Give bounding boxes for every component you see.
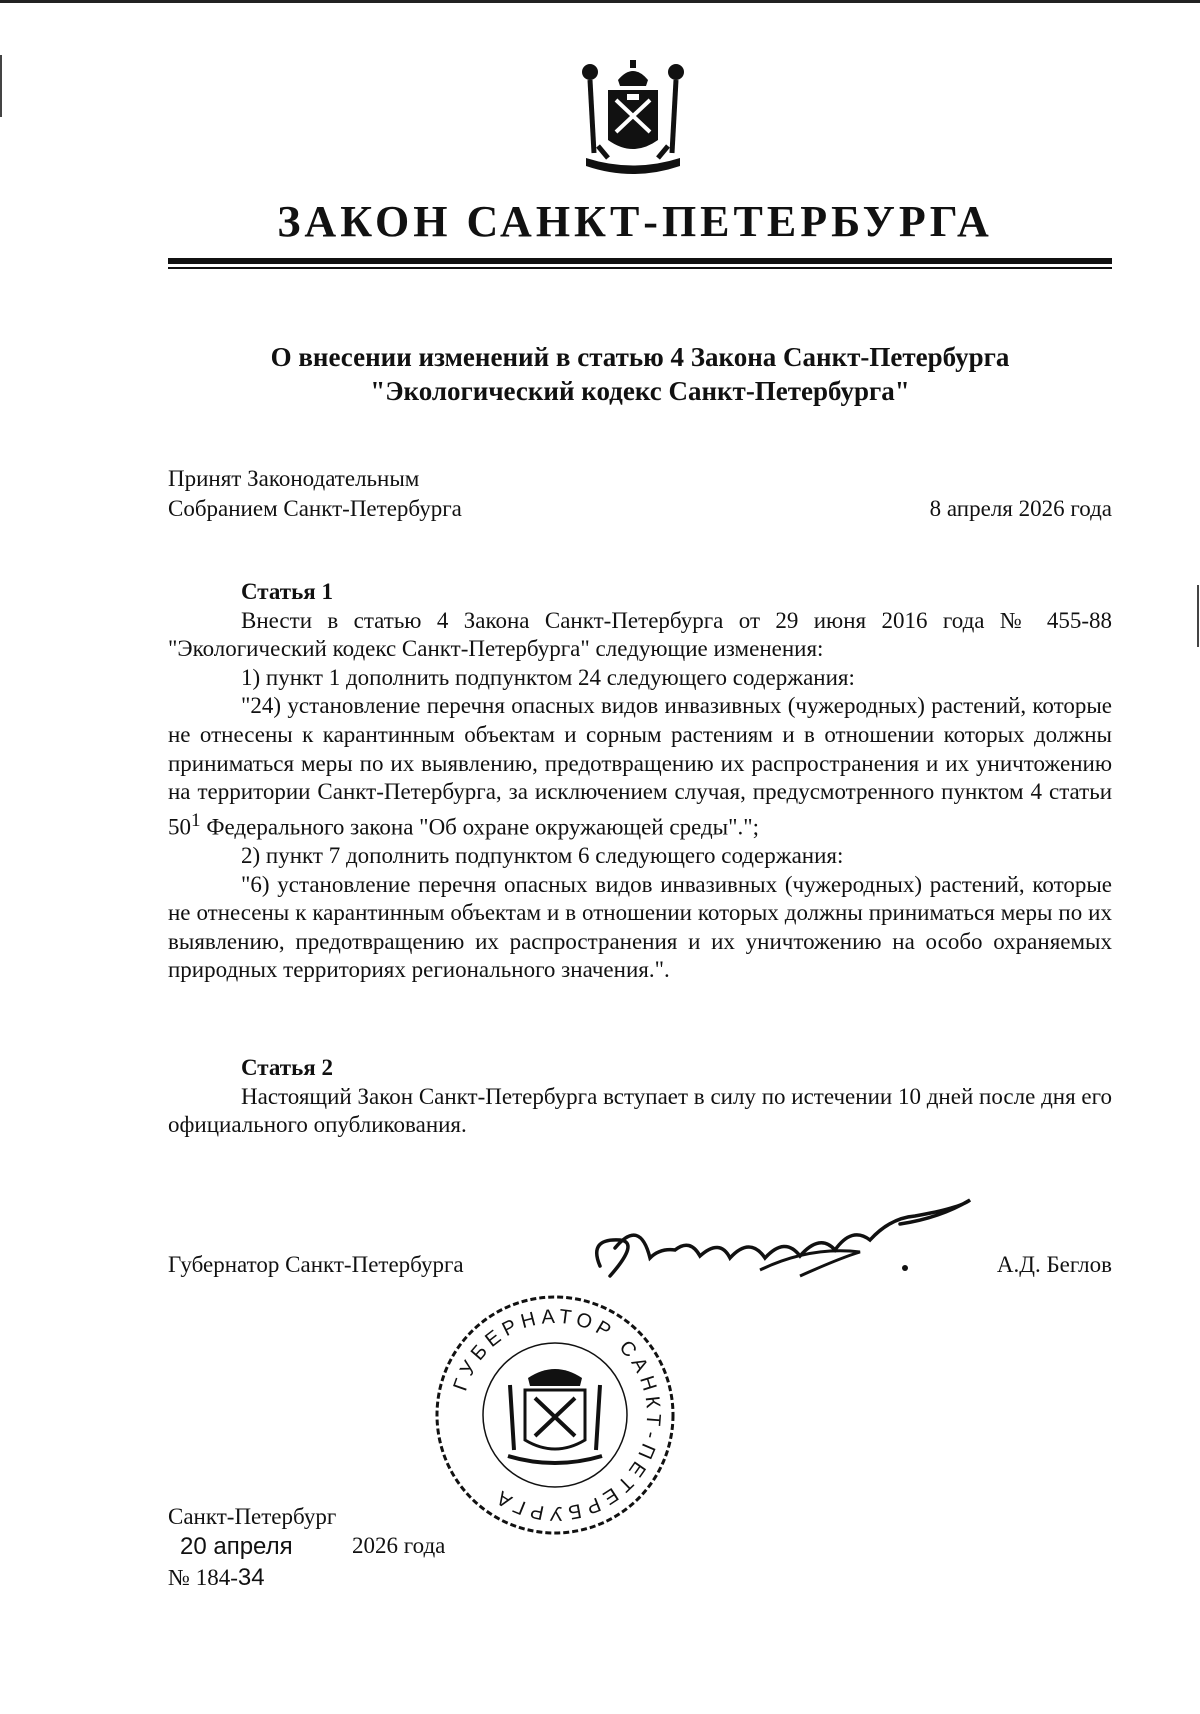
adoption-body [168, 464, 462, 524]
governor-name: А.Д. Беглов [996, 1252, 1112, 1277]
scan-left-mark [0, 55, 2, 117]
law-number-prefix: № 184- [168, 1565, 238, 1590]
adoption-line-1: Принят Законодательным [168, 466, 420, 491]
signing-date-year: 2026 года [352, 1533, 446, 1558]
subject-line-2: "Экологический кодекс Санкт-Петербурга" [370, 376, 910, 406]
article-1 [168, 578, 1112, 985]
item-1-text-part-b: Федерального закона "Об охране окружающей среды"."; [200, 814, 760, 840]
law-title: ЗАКОН САНКТ-ПЕТЕРБУРГА [277, 197, 993, 246]
article-2-heading: Статья 2 [241, 1055, 333, 1080]
law-subject [168, 340, 1112, 408]
place-of-signing: Санкт-Петербург [168, 1504, 337, 1529]
title-rule-thin [168, 267, 1112, 269]
subject-line-1: О внесении изменений в статью 4 Закона Санкт-Петербурга [270, 342, 1010, 372]
title-rule-thick [168, 258, 1112, 264]
seal-text: ГУБЕРНАТОР САНКТ-ПЕТЕРБУРГА [449, 1305, 665, 1525]
article-1-item-1-text [168, 692, 1112, 842]
signing-date-handwritten: 20 апреля [180, 1533, 293, 1560]
item-1-superscript: 1 [191, 809, 201, 831]
adoption-line-2: Собранием Санкт-Петербурга [168, 496, 462, 521]
scan-top-edge [0, 0, 1200, 3]
governor-signature [580, 1178, 1020, 1298]
governor-title: Губернатор Санкт-Петербурга [168, 1252, 464, 1277]
article-1-item-2-intro: 2) пункт 7 дополнить подпунктом 6 следующего содержания: [241, 843, 844, 868]
spb-coat-of-arms-icon [568, 58, 698, 188]
law-number [168, 1564, 265, 1592]
adoption-date: 8 апреля 2026 года [929, 496, 1112, 521]
governor-seal [430, 1290, 680, 1540]
item-1-text-part-a: "24) установление перечня опасных видов инвазивных (чужеродных) растений, которые не отнесены к карантинным объектам и сорным растениям и в отношении которых должны приниматься меры по их выявлению, предотвращению их распространения и их уничтожению на территории Санкт-Петербурга, за исключением случая, предусмотренного пунктом 4 статьи 50 [168, 693, 1112, 840]
article-1-item-1-intro: 1) пункт 1 дополнить подпунктом 24 следующего содержания: [241, 664, 855, 690]
article-1-intro: Внести в статью 4 Закона Санкт-Петербурга от 29 июня 2016 года № 455-88 "Экологический кодекс Санкт-Петербурга" следующие изменения: [168, 607, 1112, 662]
article-1-item-2-text: "6) установление перечня опасных видов инвазивных (чужеродных) растений, которые не отнесены к карантинным объектам и в отношении которых должны приниматься меры по их выявлению, предотвращению их распространения и их уничтожению на особо охраняемых природных территориях регионального значения.". [168, 871, 1112, 983]
article-2 [168, 1054, 1112, 1140]
article-2-text: Настоящий Закон Санкт-Петербурга вступает в силу по истечении 10 дней после дня его официального опубликования. [168, 1083, 1112, 1138]
article-1-heading: Статья 1 [241, 579, 333, 604]
scan-right-mark [1197, 585, 1199, 647]
law-number-handwritten: 34 [237, 1564, 265, 1591]
